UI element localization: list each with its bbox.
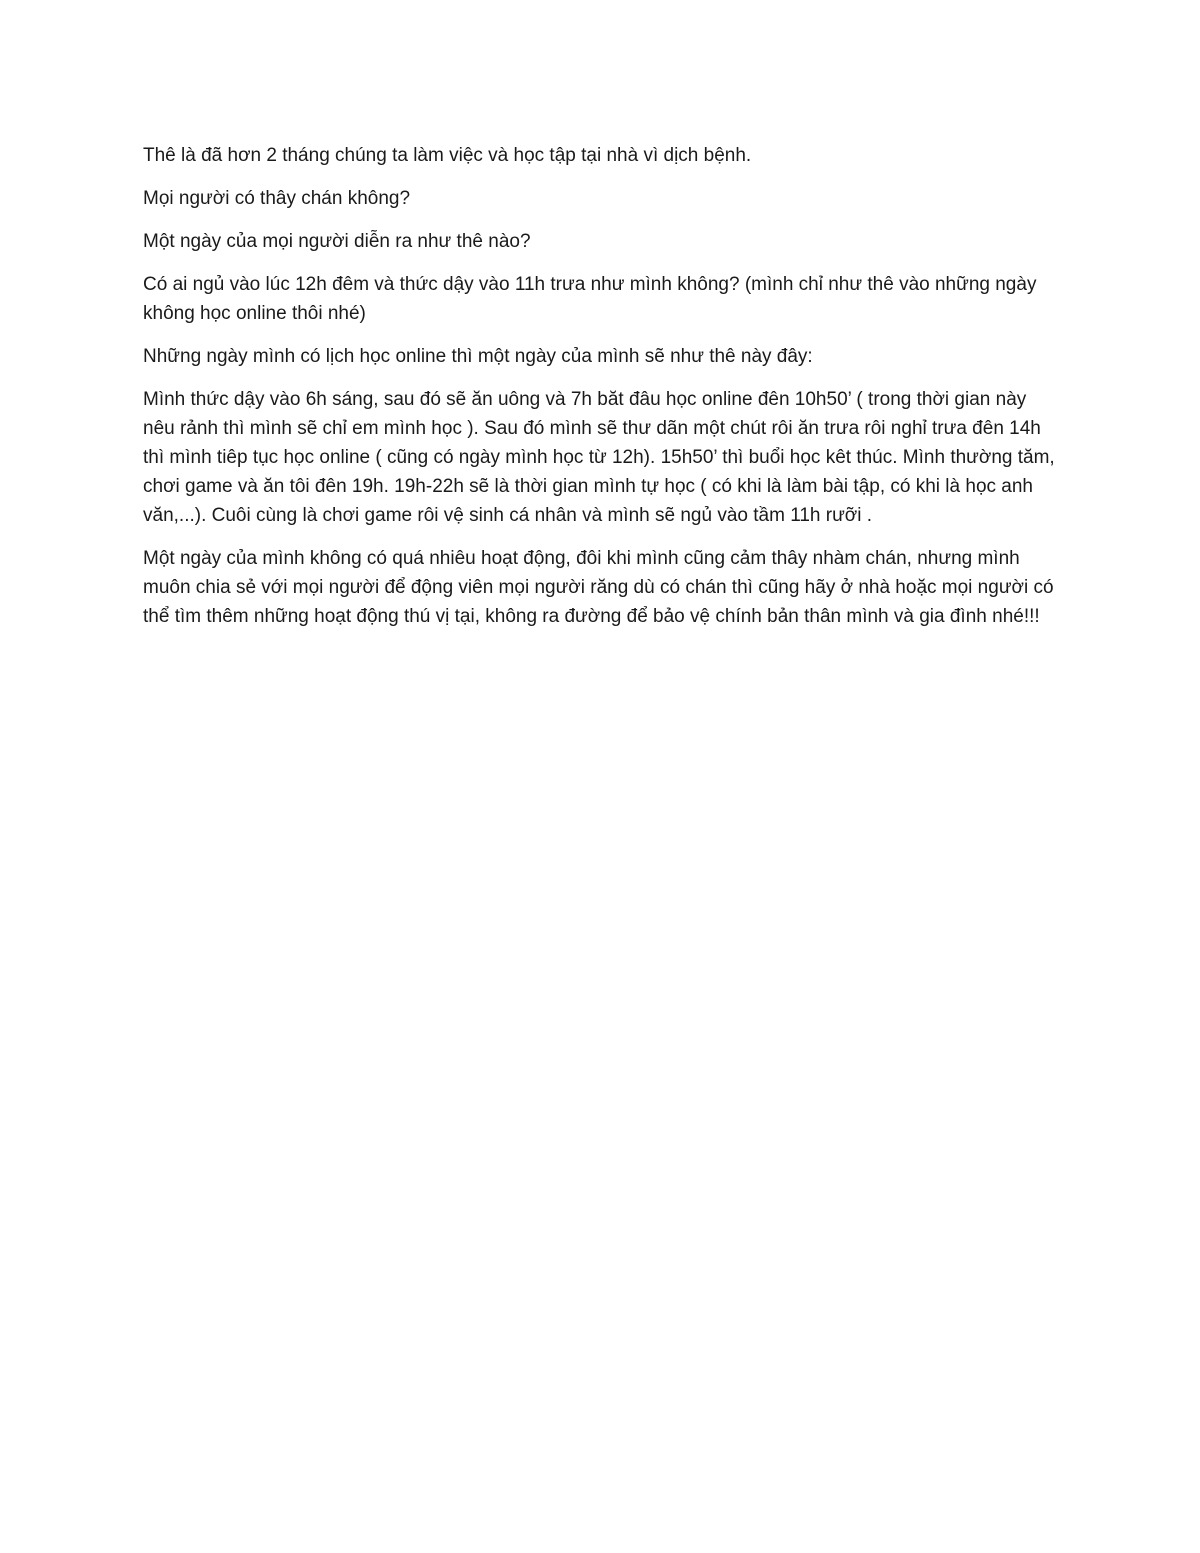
- paragraph-question-day: Một ngày của mọi người diễn ra như thê nào?: [143, 231, 531, 252]
- paragraph-conclusion: Một ngày của mình không có quá nhiêu hoạt động, đôi khi mình cũng cảm thây nhàm chán, nhưng mình muôn chia sẻ với mọi người để động viên mọi người răng dù có chán thì cũng hãy ở nhà hoặc mọi người có thể tìm thêm những hoạt động thú vị tại, không ra đường để bảo vệ chính bản thân mình và gia đình nhé!!!: [143, 548, 1054, 627]
- paragraph-intro: Thê là đã hơn 2 tháng chúng ta làm việc và học tập tại nhà vì dịch bệnh.: [143, 145, 752, 166]
- paragraph-daily-routine: Mình thức dậy vào 6h sáng, sau đó sẽ ăn uông và 7h băt đâu học online đên 10h50’ ( trong thời gian này nêu rảnh thì mình sẽ chỉ em mình học ). Sau đó mình sẽ thư dãn một chút rôi ăn trưa rôi nghỉ trưa đên 14h thì mình tiêp tục học online ( cũng có ngày mình học từ 12h). 15h50’ thì buổi học kêt thúc. Mình thường tăm, chơi game và ăn tôi đên 19h. 19h-22h sẽ là thời gian mình tự học ( có khi là làm bài tập, có khi là học anh văn,...). Cuôi cùng là chơi game rôi vệ sinh cá nhân và mình sẽ ngủ vào tầm 11h rưỡi .: [143, 389, 1055, 526]
- paragraph-question-bored: Mọi người có thây chán không?: [143, 188, 411, 209]
- paragraph-online-days-intro: Những ngày mình có lịch học online thì một ngày của mình sẽ như thê này đây:: [143, 346, 813, 367]
- paragraph-sleep-schedule: Có ai ngủ vào lúc 12h đêm và thức dậy vào 11h trưa như mình không? (mình chỉ như thê vào những ngày không học online thôi nhé): [143, 274, 1037, 324]
- document-body: [143, 141, 1063, 645]
